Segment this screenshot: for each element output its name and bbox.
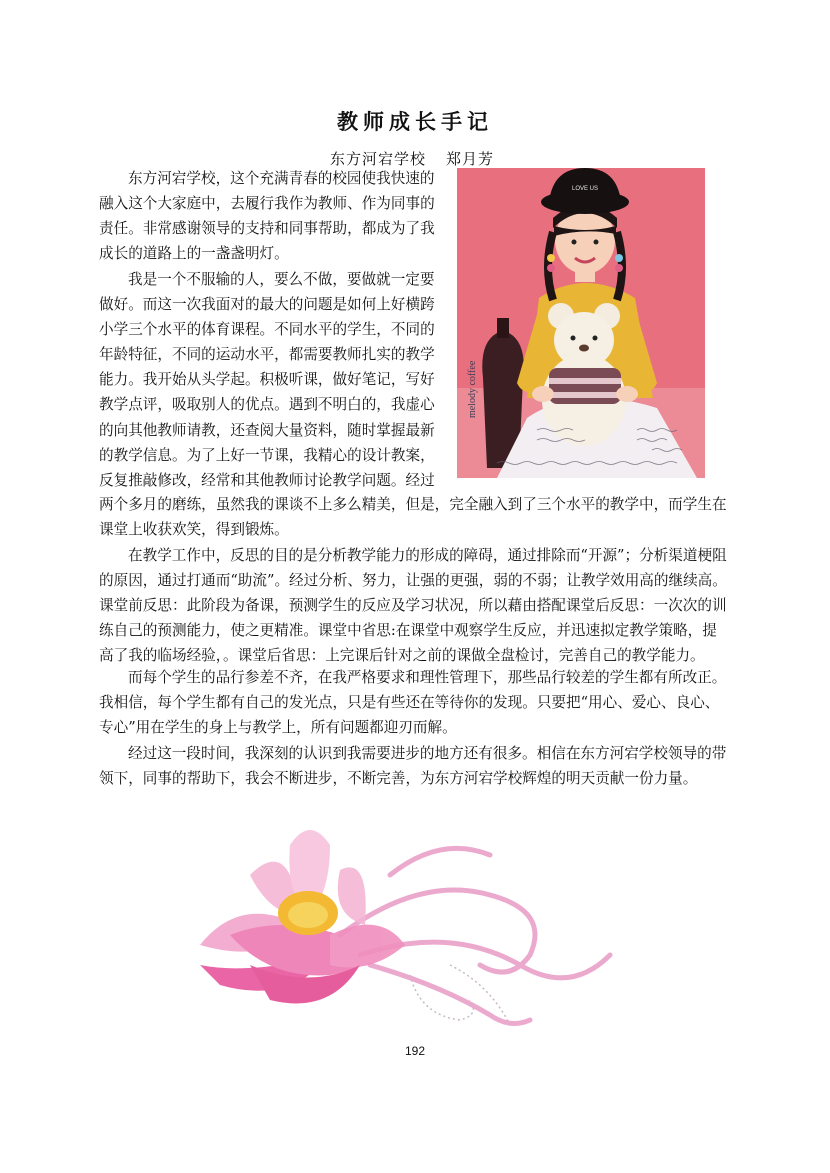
paragraph-4: 而每个学生的品行参差不齐，在我严格要求和理性管理下，那些品行较差的学生都有所改正。我相信，每个学生都有自己的发光点，只是有些还在等待你的发现。只要把“用心、爱心、良心、专心”用在学生的身上与教学上，所有问题都迎刃而解。 — [99, 669, 727, 737]
paragraph-2a: 我是一个不服输的人，要么不做，要做就一定要做好。而这一次我面对的最大的问题是如何上好横跨小学三个水平的体育课程。不同水平的学生，不同的年龄特征，不同的运动水平，都需要教师扎实的教学能力。我开始从头学起。积极听课，做好笔记，写好教学点评，吸取别人的优点。遇到不明白的，我虚心的向其他教师请教，还查阅大量资料，随时掌握最新的教学信息。为了上好一节课，我精心的设计教案，反复推敲修改，经常和其他教师讨论教学问题。经过 — [99, 271, 435, 489]
author-name: 郑月芳 — [446, 150, 495, 168]
paragraph-3: 在教学工作中，反思的目的是分析教学能力的形成的障碍，通过排除而“开源”；分析渠道梗阻的原因，通过打通而“助流”。经过分析、努力，让强的更强，弱的不弱；让教学效用高的继续高。课堂前反思：此阶段为备课，预测学生的反应及学习状况，所以藉由搭配课堂后反思：一次次的训练自己的预测能力，使之更精准。课堂中省思:在课堂中观察学生反应，并迅速拟定教学策略，提高了我的临场经验，。课堂后省思：上完课后针对之前的课做全盘检讨，完善自己的教学能力。 — [99, 547, 727, 665]
paragraph-5: 经过这一段时间，我深刻的认识到我需要进步的地方还有很多。相信在东方河宕学校领导的带领下，同事的帮助下，我会不断进步，不断完善，为东方河宕学校辉煌的明天贡献一份力量。 — [99, 745, 727, 788]
hat-text: LOVE US — [571, 186, 599, 192]
page-number: 192 — [404, 1044, 426, 1058]
paragraph-2b: 两个多月的磨练，虽然我的课谈不上多么精美，但是，完全融入到了三个水平的教学中，而学生在课堂上收获欢笑，得到锻炼。 — [99, 496, 727, 539]
photo-caption: melody coffee — [467, 360, 478, 418]
school-name: 东方河宕学校 — [330, 150, 427, 168]
paragraph-1: 东方河宕学校，这个充满青春的校园使我快速的融入这个大家庭中，去履行我作为教师、作为同事的责任。非常感谢领导的支持和同事帮助，都成为了我成长的道路上的一盏盏明灯。 — [99, 170, 435, 263]
lotus-flower-illustration — [190, 815, 640, 1045]
portrait-photo — [457, 168, 705, 478]
article-title: 教师成长手记 — [337, 109, 493, 134]
